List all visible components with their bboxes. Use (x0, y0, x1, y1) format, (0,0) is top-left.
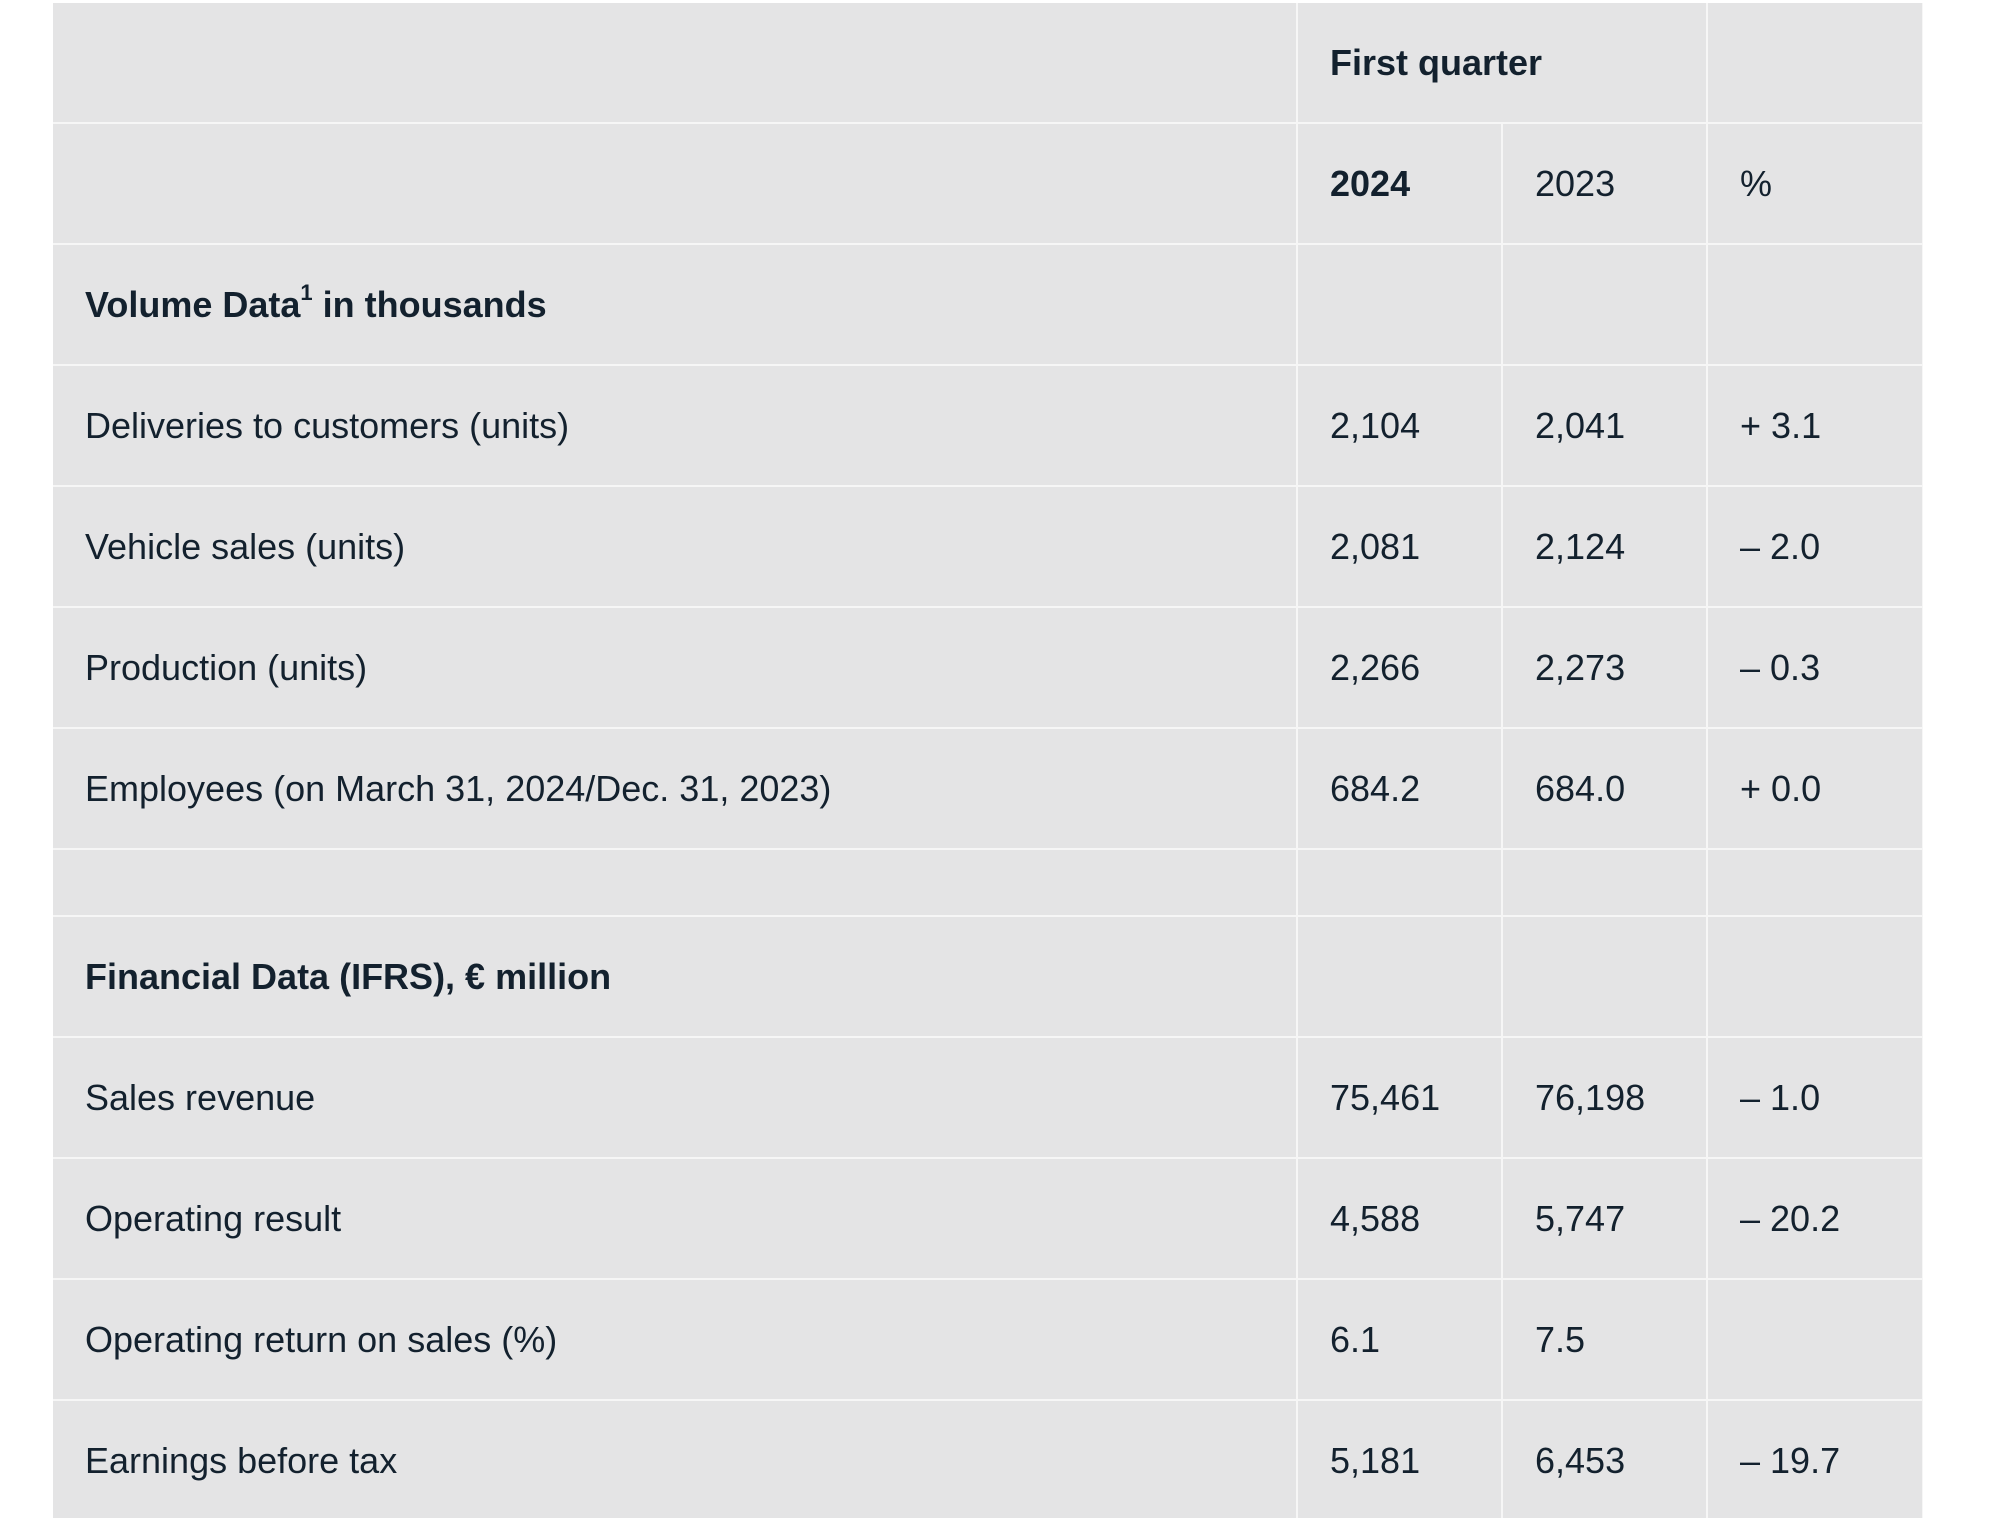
value-change: – 1.0 (1707, 1037, 1923, 1158)
value-change: – 19.7 (1707, 1400, 1923, 1518)
value-prior: 76,198 (1502, 1037, 1707, 1158)
section-title-financial: Financial Data (IFRS), € million (53, 916, 1297, 1037)
value-current: 4,588 (1297, 1158, 1502, 1279)
value-current: 6.1 (1297, 1279, 1502, 1400)
value-prior: 6,453 (1502, 1400, 1707, 1518)
section-title-suffix: in thousands (312, 283, 547, 325)
value-change: – 2.0 (1707, 486, 1923, 607)
table-row (53, 486, 1923, 607)
column-header-change: % (1707, 123, 1923, 244)
value-prior: 5,747 (1502, 1158, 1707, 1279)
row-label: Earnings before tax (53, 1400, 1297, 1518)
table-row (53, 1400, 1923, 1518)
section-title-text: Volume Data (85, 283, 301, 325)
header-row-period (53, 3, 1923, 123)
table-row (53, 365, 1923, 486)
row-label: Vehicle sales (units) (53, 486, 1297, 607)
value-change: + 0.0 (1707, 728, 1923, 849)
header-row-years (53, 123, 1923, 244)
group-header-first-quarter: First quarter (1297, 3, 1707, 123)
empty-cell (1502, 916, 1707, 1037)
table-row (53, 1158, 1923, 1279)
table-row (53, 1279, 1923, 1400)
empty-cell (1707, 916, 1923, 1037)
row-label: Employees (on March 31, 2024/Dec. 31, 2023) (53, 728, 1297, 849)
value-current: 2,104 (1297, 365, 1502, 486)
value-prior: 7.5 (1502, 1279, 1707, 1400)
row-label: Sales revenue (53, 1037, 1297, 1158)
value-prior: 684.0 (1502, 728, 1707, 849)
header-empty-cell (1707, 3, 1923, 123)
row-label: Deliveries to customers (units) (53, 365, 1297, 486)
spacer-row (53, 849, 1923, 916)
column-header-prior-year: 2023 (1502, 123, 1707, 244)
empty-cell (1297, 849, 1502, 916)
footnote-marker: 1 (300, 279, 313, 305)
value-current: 684.2 (1297, 728, 1502, 849)
row-label: Operating return on sales (%) (53, 1279, 1297, 1400)
empty-cell (1502, 849, 1707, 916)
value-current: 2,266 (1297, 607, 1502, 728)
value-prior: 2,041 (1502, 365, 1707, 486)
key-figures-table (53, 3, 1923, 1518)
value-change (1707, 1279, 1923, 1400)
key-figures-table-container (53, 3, 1923, 1518)
value-change: + 3.1 (1707, 365, 1923, 486)
column-header-current-year: 2024 (1297, 123, 1502, 244)
empty-cell (1502, 244, 1707, 365)
header-empty-cell (53, 123, 1297, 244)
section-title-volume (53, 244, 1297, 365)
empty-cell (1297, 916, 1502, 1037)
value-current: 2,081 (1297, 486, 1502, 607)
section-row-volume (53, 244, 1923, 365)
row-label: Operating result (53, 1158, 1297, 1279)
value-current: 5,181 (1297, 1400, 1502, 1518)
value-change: – 0.3 (1707, 607, 1923, 728)
row-label: Production (units) (53, 607, 1297, 728)
value-prior: 2,124 (1502, 486, 1707, 607)
empty-cell (1707, 244, 1923, 365)
empty-cell (1707, 849, 1923, 916)
table-row (53, 607, 1923, 728)
empty-cell (53, 849, 1297, 916)
value-current: 75,461 (1297, 1037, 1502, 1158)
value-change: – 20.2 (1707, 1158, 1923, 1279)
header-empty-cell (53, 3, 1297, 123)
value-prior: 2,273 (1502, 607, 1707, 728)
table-row (53, 1037, 1923, 1158)
table-row (53, 728, 1923, 849)
empty-cell (1297, 244, 1502, 365)
section-row-financial (53, 916, 1923, 1037)
